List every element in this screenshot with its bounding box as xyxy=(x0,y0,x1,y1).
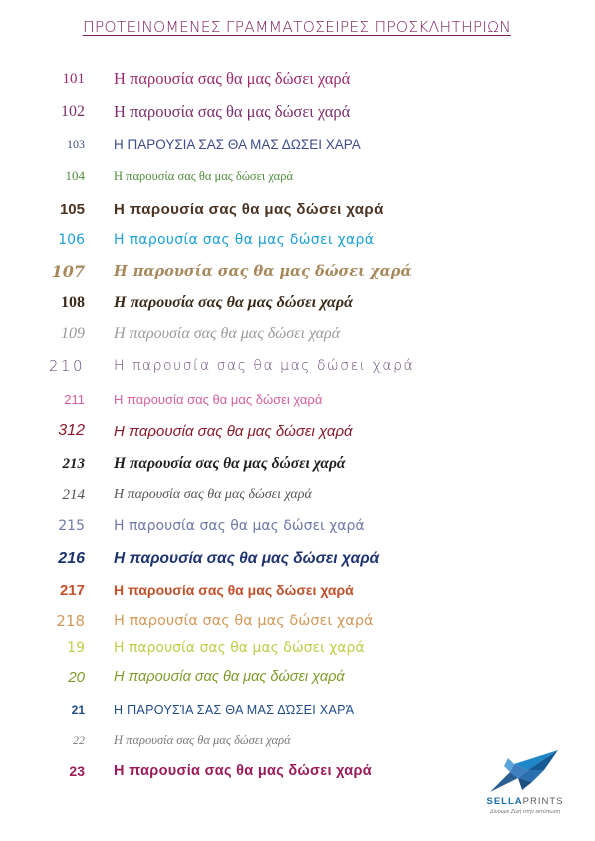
font-row-215 xyxy=(0,512,595,540)
font-sample: Η παρουσία σας θα μας δώσει χαρά xyxy=(114,391,323,407)
font-sample: Η παρουσία σας θα μας δώσει χαρά xyxy=(114,582,354,598)
font-row-108 xyxy=(0,289,595,317)
font-sample: Η παρουσία σας θα μας δώσει χαρά xyxy=(114,358,415,374)
font-number: 215 xyxy=(58,518,85,534)
font-row-101 xyxy=(0,65,595,93)
font-row-213 xyxy=(0,450,595,478)
font-number: 105 xyxy=(59,200,85,218)
brand-name: SELLAPRINTS xyxy=(486,796,564,807)
font-number: 312 xyxy=(58,422,85,439)
font-number: 101 xyxy=(62,70,85,87)
font-number: 211 xyxy=(64,391,85,407)
font-number: 102 xyxy=(61,103,85,120)
sellaprints-logo xyxy=(470,748,580,820)
font-number: 21 xyxy=(71,703,85,717)
font-sample: Η παρουσία σας θα μας δώσει χαρά xyxy=(114,487,312,502)
origami-crane-icon xyxy=(488,748,560,794)
brand-tagline: Δίνουμε Ζωή στην εκτύπωση xyxy=(489,809,561,815)
font-number: 104 xyxy=(65,168,85,183)
font-row-214 xyxy=(0,481,595,509)
font-sample: Η παρουσία σας θα μας δώσει χαρά xyxy=(114,200,384,218)
font-row-217 xyxy=(0,576,595,604)
font-number: 109 xyxy=(61,325,85,342)
font-sample: Η παρουσία σας θα μας δώσει χαρά xyxy=(114,325,341,342)
font-row-218 xyxy=(0,607,595,635)
font-number: 217 xyxy=(59,581,85,599)
font-row-312 xyxy=(0,417,595,445)
font-sample: Η παρουσία σας θα μας δώσει χαρά xyxy=(114,422,353,440)
font-row-102 xyxy=(0,98,595,126)
font-number: 22 xyxy=(73,732,85,747)
font-row-107 xyxy=(0,257,595,285)
font-sample: Η ΠΑΡΟΥΣΙΑ ΣΑΣ ΘΑ ΜΑΣ ΔΩΣΕΙ ΧΑΡΑ xyxy=(114,136,361,152)
font-row-103 xyxy=(0,130,595,158)
font-number: 218 xyxy=(56,612,85,630)
font-row-211 xyxy=(0,385,595,413)
font-row-21 xyxy=(0,696,595,724)
font-sample: Η παρουσία σας θα μας δώσει χαρά xyxy=(114,168,294,183)
font-number: 210 xyxy=(48,357,85,375)
font-row-20 xyxy=(0,663,595,691)
font-number: 107 xyxy=(51,261,85,281)
font-number: 23 xyxy=(69,763,85,779)
font-sample: Η παρουσία σας θα μας δώσει χαρά xyxy=(114,232,375,248)
font-row-216 xyxy=(0,545,595,573)
font-sample: Η παρουσία σας θα μας δώσει χαρά xyxy=(114,732,291,747)
font-sample: Η παρουσία σας θα μας δώσει χαρά xyxy=(114,640,365,656)
font-number: 214 xyxy=(62,486,85,503)
font-number: 20 xyxy=(68,668,85,686)
font-sample: Η παρουσία σας θα μας δώσει χαρά xyxy=(114,69,351,88)
font-row-106 xyxy=(0,226,595,254)
font-sample: Η ΠΑΡΟΥΣΊΑ ΣΑΣ ΘΑ ΜΑΣ ΔΏΣΕΙ ΧΑΡΆ xyxy=(114,703,355,717)
font-sample: Η παρουσία σας θα μας δώσει χαρά xyxy=(114,763,372,779)
font-sample: Η παρουσία σας θα μας δώσει χαρά xyxy=(114,262,412,280)
font-sample: Η παρουσία σας θα μας δώσει χαρά xyxy=(114,550,380,567)
font-number: 19 xyxy=(67,640,85,656)
font-row-109 xyxy=(0,320,595,348)
font-sample: Η παρουσία σας θα μας δώσει χαρά xyxy=(114,518,365,534)
font-number: 103 xyxy=(67,136,85,151)
font-row-104 xyxy=(0,162,595,190)
font-sample: Η παρουσία σας θα μας δώσει χαρά xyxy=(114,294,353,311)
font-number: 106 xyxy=(58,232,85,248)
font-row-210 xyxy=(0,352,595,380)
page-title: ΠΡΟΤΕΙΝΟΜΕΝΕΣ ΓΡΑΜΜΑΤΟΣΕΙΡΕΣ ΠΡΟΣΚΛΗΤΗΡΙΩΝ xyxy=(82,18,512,36)
font-number: 216 xyxy=(58,550,85,567)
font-number: 108 xyxy=(61,294,85,311)
font-sample: Η παρουσία σας θα μας δώσει χαρά xyxy=(114,613,374,629)
font-sample: Η παρουσία σας θα μας δώσει χαρά xyxy=(114,669,345,685)
font-number: 213 xyxy=(62,455,85,472)
font-row-19 xyxy=(0,634,595,662)
font-row-105 xyxy=(0,195,595,223)
font-sample: Η παρουσία σας θα μας δώσει χαρά xyxy=(114,455,346,472)
font-sample: Η παρουσία σας θα μας δώσει χαρά xyxy=(114,102,351,121)
